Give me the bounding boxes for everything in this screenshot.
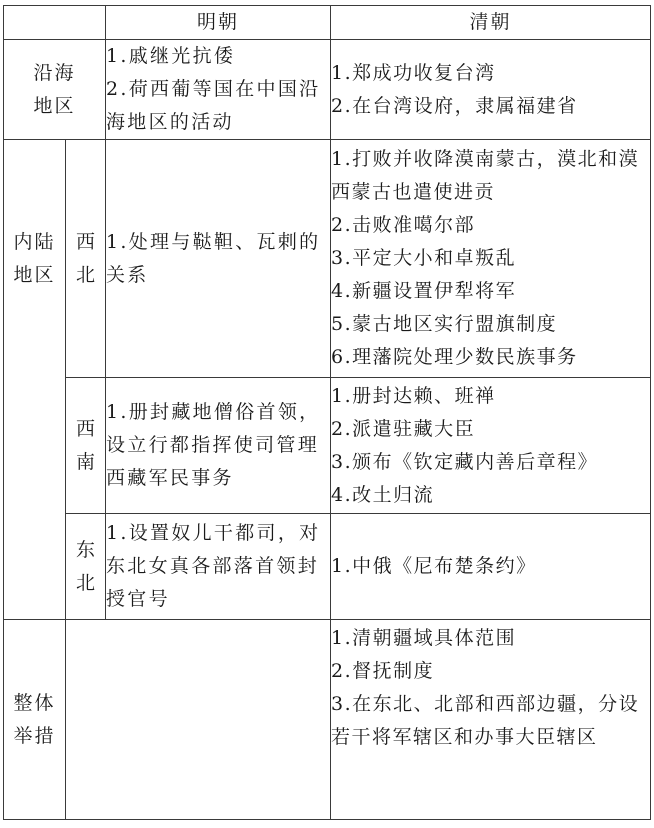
header-qing: 清朝 bbox=[331, 6, 651, 40]
coastal-qing-cell bbox=[331, 40, 651, 140]
region-inland-label: 内陆地区 bbox=[13, 230, 56, 286]
northeast-qing-cell bbox=[331, 514, 651, 620]
northwest-qing-item-5: 5.蒙古地区实行盟旗制度 bbox=[331, 313, 558, 335]
northwest-qing-item-4: 4.新疆设置伊犁将军 bbox=[331, 280, 517, 302]
row-northeast bbox=[4, 514, 651, 620]
overall-qing-item-3: 3.在东北、北部和西部边疆，分设若干将军辖区和办事大臣辖区 bbox=[331, 693, 640, 748]
coastal-qing-item-2: 2.在台湾设府，隶属福建省 bbox=[331, 94, 578, 117]
northwest-qing-item-3: 3.平定大小和卓叛乱 bbox=[331, 247, 517, 269]
region-overall bbox=[4, 620, 66, 820]
overall-ming-cell bbox=[66, 620, 331, 820]
row-northwest bbox=[4, 140, 651, 378]
northeast-ming-cell bbox=[106, 514, 331, 620]
northeast-qing-item-1: 1.中俄《尼布楚条约》 bbox=[331, 555, 537, 577]
header-empty-cell bbox=[4, 6, 106, 40]
northwest-ming-item-1: 1.处理与鞑靼、瓦剌的关系 bbox=[106, 230, 321, 286]
northwest-qing-item-1: 1.打败并收降漠南蒙古，漠北和漠西蒙古也遣使进贡 bbox=[331, 148, 640, 203]
coastal-qing-item-1: 1.郑成功收复台湾 bbox=[331, 61, 496, 84]
overall-qing-item-1: 1.清朝疆域具体范围 bbox=[331, 627, 517, 649]
southwest-qing-item-3: 3.颁布《钦定藏内善后章程》 bbox=[331, 450, 599, 473]
southwest-qing-item-1: 1.册封达赖、班禅 bbox=[331, 384, 496, 407]
southwest-qing-cell bbox=[331, 378, 651, 514]
sub-northeast bbox=[66, 514, 106, 620]
row-overall bbox=[4, 620, 651, 820]
southwest-qing-item-2: 2.派遣驻藏大臣 bbox=[331, 417, 476, 440]
region-coastal bbox=[4, 40, 106, 140]
northwest-qing-item-2: 2.击败准噶尔部 bbox=[331, 214, 476, 236]
northwest-qing-item-6: 6.理藩院处理少数民族事务 bbox=[331, 346, 578, 368]
comparison-table bbox=[3, 5, 651, 820]
southwest-ming-item-1: 1.册封藏地僧俗首领，设立行都指挥使司管理西藏军民事务 bbox=[106, 401, 321, 489]
sub-northwest-label: 西北 bbox=[75, 230, 95, 286]
region-coastal-label: 沿海地区 bbox=[33, 61, 76, 117]
coastal-ming-item-2: 2.荷西葡等国在中国沿海地区的活动 bbox=[106, 78, 321, 133]
header-ming: 明朝 bbox=[106, 6, 331, 40]
northeast-ming-item-1: 1.设置奴儿干都司，对东北女真各部落首领封授官号 bbox=[106, 522, 321, 610]
southwest-ming-cell bbox=[106, 378, 331, 514]
overall-qing-item-2: 2.督抚制度 bbox=[331, 660, 435, 682]
northwest-ming-cell bbox=[106, 140, 331, 378]
row-coastal bbox=[4, 40, 651, 140]
sub-northwest bbox=[66, 140, 106, 378]
sub-southwest bbox=[66, 378, 106, 514]
overall-qing-cell bbox=[331, 620, 651, 820]
sub-northeast-label: 东北 bbox=[75, 538, 95, 594]
row-southwest bbox=[4, 378, 651, 514]
northwest-qing-cell bbox=[331, 140, 651, 378]
southwest-qing-item-4: 4.改土归流 bbox=[331, 483, 435, 506]
region-inland-continued bbox=[4, 378, 66, 514]
region-overall-label: 整体举措 bbox=[13, 691, 56, 747]
header-row bbox=[4, 6, 651, 40]
sub-southwest-label: 西南 bbox=[75, 417, 95, 473]
coastal-ming-item-1: 1.戚继光抗倭 bbox=[106, 45, 236, 67]
coastal-ming-cell bbox=[106, 40, 331, 140]
region-inland bbox=[4, 140, 66, 378]
region-inland-continued-2 bbox=[4, 514, 66, 620]
